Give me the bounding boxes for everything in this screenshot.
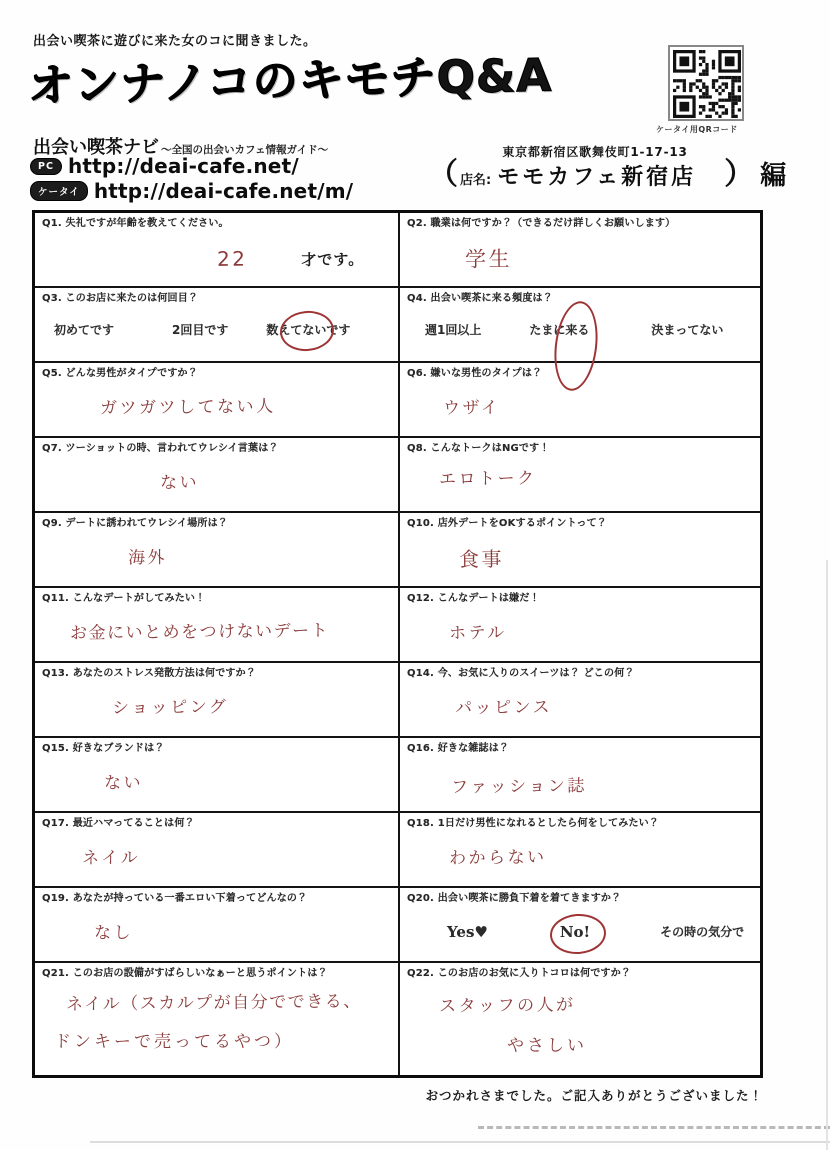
question-cell-q9 (35, 513, 400, 588)
question-cell-q10 (400, 513, 760, 588)
mobile-badge-icon: ケータイ (30, 181, 88, 201)
pc-badge-icon: PC (30, 158, 62, 175)
paren-close: ） (724, 157, 755, 192)
store-name-line (428, 155, 786, 192)
pc-url: http://deai-cafe.net/ (67, 154, 299, 178)
question-number: Q19. (42, 893, 70, 904)
question-text: こんなデートは嫌だ！ (437, 593, 540, 604)
question-cell-q1 (35, 213, 400, 288)
question-cell-q4 (400, 288, 760, 363)
question-text: 職業は何ですか？（できるだけ詳しくお願いします） (430, 218, 676, 229)
question-cell-q20 (400, 888, 760, 963)
question-cell-q21 (35, 963, 400, 1075)
question-number: Q6. (407, 368, 427, 379)
handwritten-answer: ウザイ (442, 397, 501, 419)
option-undecided: 決まってない (651, 322, 724, 337)
site-subtitle: ～全国の出会いカフェ情報ガイド～ (161, 144, 329, 156)
handwritten-answer: お金にいとめをつけないデート (69, 620, 330, 644)
handwritten-answer: 学生 (464, 246, 513, 272)
question-number: Q11. (42, 593, 70, 604)
question-cell-q5 (35, 363, 400, 438)
question-cell-q3 (35, 288, 400, 363)
store-name: モモカフェ新宿店 (497, 165, 697, 190)
question-text: こんなトークはNGです！ (430, 443, 550, 454)
question-text: デートに誘われてウレシイ場所は？ (65, 518, 228, 529)
question-number: Q21. (42, 968, 70, 979)
question-number: Q8. (407, 443, 427, 454)
handwritten-answer: ない (159, 472, 200, 493)
question-cell-q7 (35, 438, 400, 513)
question-cell-q17 (35, 813, 400, 888)
scan-artifact-line (826, 560, 828, 1150)
question-number: Q3. (42, 293, 62, 304)
handwritten-answer: 食事 (458, 546, 505, 572)
question-cell-q11 (35, 588, 400, 663)
scan-artifact-line (478, 1126, 830, 1129)
handwritten-answer: わからない (448, 847, 547, 869)
question-number: Q7. (42, 443, 62, 454)
site-name: 出会い喫茶ナビ (33, 137, 159, 158)
option-lost-count-circled: 数えてないです (266, 322, 351, 337)
handwritten-answer: パッピンス (454, 697, 553, 719)
question-number: Q2. (407, 218, 427, 229)
handwritten-answer: なし (93, 922, 134, 944)
qr-caption: ケータイ用QRコード (656, 125, 738, 134)
question-text: あなたのストレス発散方法は何ですか？ (72, 668, 257, 679)
question-number: Q9. (42, 518, 62, 529)
mobile-url: http://deai-cafe.net/m/ (93, 179, 354, 203)
page-title: オンナノコのキモチQ&A (27, 48, 553, 113)
question-number: Q13. (42, 668, 70, 679)
question-cell-q13 (35, 663, 400, 738)
paren-open: （ (428, 157, 458, 192)
question-text: このお店の設備がすばらしいなぁーと思うポイントは？ (72, 968, 328, 979)
question-number: Q14. (407, 668, 435, 679)
option-no-circled: No! (559, 922, 591, 941)
question-number: Q1. (42, 218, 62, 229)
questionnaire-table (32, 210, 763, 1078)
handwritten-answer: ない (103, 772, 144, 794)
question-cell-q19 (35, 888, 400, 963)
handwritten-answer: ショッピング (111, 696, 229, 718)
mobile-url-line (30, 179, 353, 203)
question-text: このお店に来たのは何回目？ (65, 293, 199, 304)
question-text: こんなデートがしてみたい！ (72, 593, 206, 604)
edition-suffix: 編 (760, 161, 787, 191)
question-cell-q15 (35, 738, 400, 813)
scan-artifact-line (90, 1141, 830, 1143)
option-sometimes-circled: たまに来る (529, 322, 590, 337)
question-text: どんな男性がタイプですか？ (65, 368, 198, 379)
question-text: 嫌いな男性のタイプは？ (430, 368, 543, 379)
question-number: Q5. (42, 368, 62, 379)
footer-thanks: おつかれさまでした。ご記入ありがとうございました！ (425, 1088, 763, 1103)
question-number: Q15. (42, 743, 70, 754)
question-number: Q22. (407, 968, 435, 979)
question-number: Q16. (407, 743, 435, 754)
question-cell-q6 (400, 363, 760, 438)
option-second-time: 2回目です (172, 322, 229, 337)
handwritten-answer: ガツガツしてない人 (99, 396, 276, 419)
header-tagline: 出会い喫茶に遊びに来た女のコに聞きました。 (33, 34, 317, 49)
question-cell-q8 (400, 438, 760, 513)
handwritten-answer: 海外 (127, 547, 168, 568)
question-text: 好きなブランドは？ (72, 743, 165, 754)
question-number: Q10. (407, 518, 435, 529)
handwritten-answer-line1: ネイル（スカルプが自分でできる、 (65, 991, 362, 1015)
question-cell-q2 (400, 213, 760, 288)
store-address: 東京都新宿区歌舞伎町1-17-13 (502, 145, 688, 159)
question-cell-q12 (400, 588, 760, 663)
question-cell-q18 (400, 813, 760, 888)
option-yes: Yes♥ (447, 922, 488, 941)
question-text: ツーショットの時、言われてウレシイ言葉は？ (65, 443, 279, 454)
handwritten-answer: ファッション誌 (450, 775, 587, 798)
question-number: Q20. (407, 893, 435, 904)
question-number: Q4. (407, 293, 427, 304)
qr-code (668, 45, 744, 121)
question-text: 出会い喫茶に来る頻度は？ (430, 293, 553, 304)
handwritten-answer-line2: やさしい (507, 1035, 587, 1056)
answer-suffix: 才です。 (301, 249, 365, 269)
handwritten-answer: エロトーク (438, 468, 537, 490)
question-cell-q14 (400, 663, 760, 738)
question-text: 好きな雑誌は？ (437, 743, 510, 754)
pc-url-line (30, 154, 299, 178)
option-depends-on-mood: その時の気分で (660, 924, 745, 939)
question-number: Q18. (407, 818, 435, 829)
handwritten-answer: ネイル (81, 847, 141, 869)
question-text: 最近ハマってることは何？ (72, 818, 195, 829)
question-number: Q17. (42, 818, 70, 829)
question-cell-q22 (400, 963, 760, 1075)
question-text: 1日だけ男性になれるとしたら何をしてみたい？ (437, 818, 660, 829)
question-text: このお店のお気に入りトコロは何ですか？ (437, 968, 632, 979)
handwritten-answer: 22 (216, 246, 248, 271)
question-text: 出会い喫茶に勝負下着を着てきますか？ (437, 893, 622, 904)
option-weekly: 週1回以上 (425, 322, 482, 337)
question-cell-q16 (400, 738, 760, 813)
handwritten-answer-line1: スタッフの人が (438, 994, 576, 1017)
question-text: 失礼ですが年齢を教えてください。 (65, 218, 229, 229)
store-label: 店名: (460, 173, 492, 188)
handwritten-answer: ホテル (448, 622, 507, 644)
option-first-time: 初めてです (54, 322, 115, 337)
question-text: あなたが持っている一番エロい下着ってどんなの？ (72, 893, 308, 904)
question-number: Q12. (407, 593, 435, 604)
question-text: 今、お気に入りのスイーツは？ どこの何？ (437, 668, 635, 679)
question-text: 店外デートをOKするポイントって？ (437, 518, 607, 529)
handwritten-answer-line2: ドンキーで売ってるやつ） (54, 1031, 294, 1052)
